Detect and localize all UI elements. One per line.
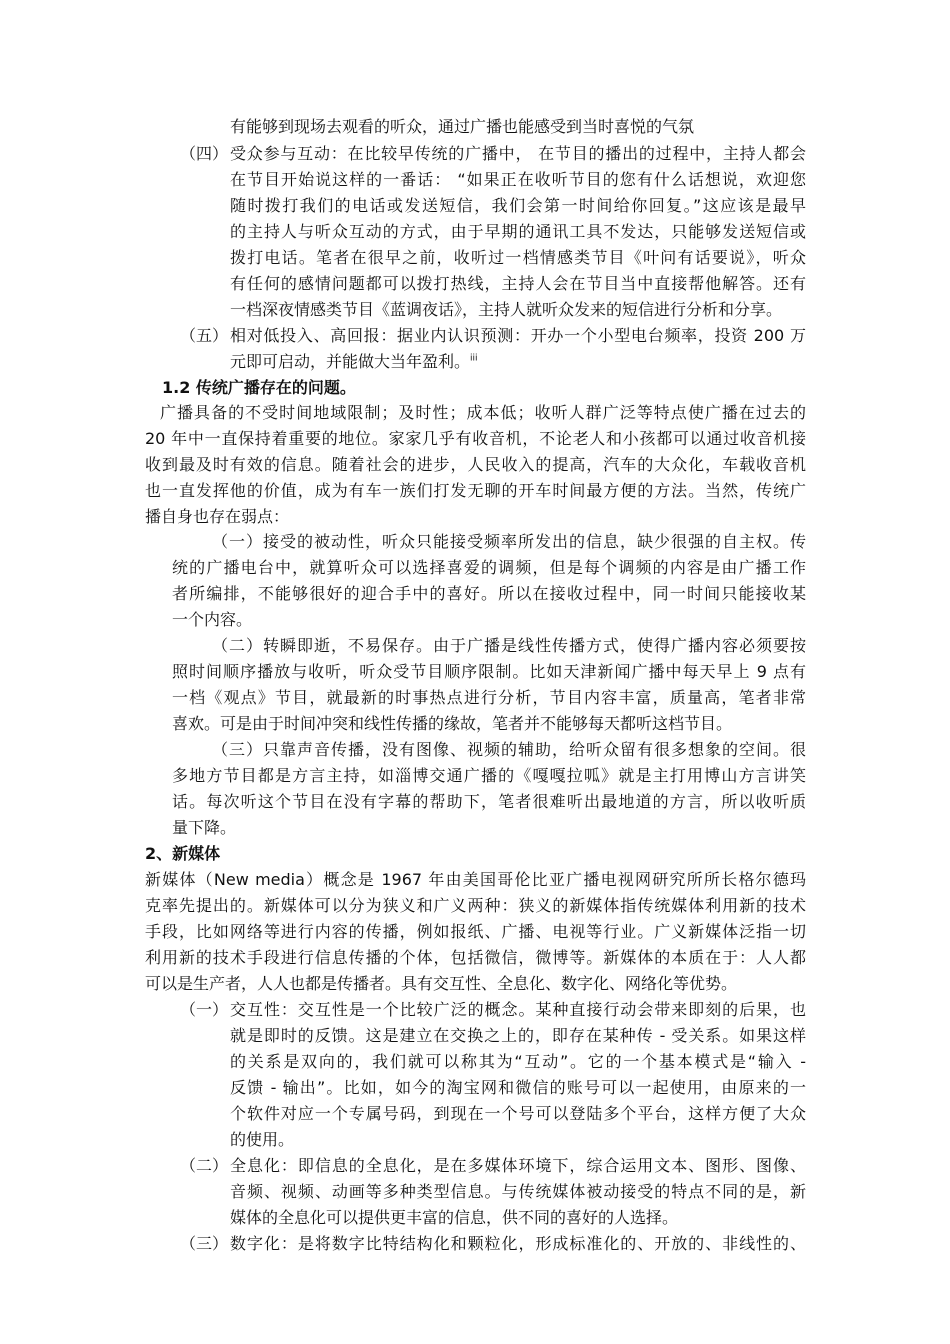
section-1-2-intro-line: 20 年中一直保持着重要的地位。家家几乎有收音机，不论老人和小孩都可以通过收音机接 [145,429,806,448]
section-1-2-para-3-line: 话。每次听这个节目在没有字幕的帮助下，笔者很难听出最地道的方言，所以收听质 [172,792,806,811]
section-1-2-para-2-line: （二）转瞬即逝，不易保存。由于广播是线性传播方式，使得广播内容必须要按 [212,636,806,655]
section-2-intro-line: 利用新的技术手段进行信息传播的个体，包括微信，微博等。新媒体的本质在于：人人都 [145,948,806,967]
section-heading-2: 2、新媒体 [145,844,221,863]
item-4-line: 有任何的感情问题都可以拨打热线，主持人会在节目当中直接帮他解答。还有 [230,274,806,293]
section-1-2-para-1-line: 统的广播电台中，就算听众可以选择喜爱的调频，但是每个调频的内容是由广播工作 [172,558,806,577]
section-1-2-para-2-line: 喜欢。可是由于时间冲突和线性传播的缘故，笔者并不能够每天都听这档节目。 [172,714,733,733]
section-1-2-para-2-line: 照时间顺序播放与收听，听众受节目顺序限制。比如天津新闻广播中每天早上 9 点有 [172,662,806,681]
section-1-2-para-3-line: 量下降。 [172,818,237,837]
section-2-item-number-2: （二） [180,1156,229,1175]
section-1-2-intro-line: 收到最及时有效的信息。随着社会的进步，人民收入的提高，汽车的大众化，车载收音机 [145,455,806,474]
section-2-item-number-3: （三） [180,1234,229,1253]
section-2-item-number-1: （一） [180,1000,229,1019]
section-2-intro-line: 手段，比如网络等进行内容的传播，例如报纸、广播、电视等行业。广义新媒体泛指一切 [145,922,806,941]
section-2-item-3-line: 数字化：是将数字比特结构化和颗粒化，形成标准化的、开放的、非线性的、 [230,1234,806,1253]
item-4-line: 随时拨打我们的电话或发送短信，我们会第一时间给你回复。”这应该是最早 [230,196,806,215]
section-2-item-1-line: 交互性：交互性是一个比较广泛的概念。某种直接行动会带来即刻的后果，也 [230,1000,806,1019]
section-1-2-para-1-line: 一个内容。 [172,610,253,629]
section-1-2-intro-line: 播自身也存在弱点： [145,507,290,526]
item-5-line [230,350,478,374]
item-4-line: 拨打电话。笔者在很早之前，收听过一档情感类节目《叶问有话要说》，听众 [230,248,806,267]
item-4-line: 一档深夜情感类节目《蓝调夜话》，主持人就听众发来的短信进行分析和分享。 [230,300,783,319]
section-1-2-para-2-line: 一档《观点》节目，就最新的时事热点进行分析，节目内容丰富，质量高，笔者非常 [172,688,806,707]
section-1-2-para-1-line: 者所编排，不能够很好的迎合手中的喜好。所以在接收过程中，同一时间只能接收某 [172,584,806,603]
section-1-2-para-3-line: （三）只靠声音传播，没有图像、视频的辅助，给听众留有很多想象的空间。很 [212,740,806,759]
item-number-4: （四） [180,144,229,163]
continuation-line: 有能够到现场去观看的听众，通过广播也能感受到当时喜悦的气氛 [230,117,695,136]
section-2-item-1-line: 个软件对应一个专属号码，到现在一个号可以登陆多个平台，这样方便了大众 [230,1104,806,1123]
item-5-line: 相对低投入、高回报：据业内认识预测：开办一个小型电台频率，投资 200 万 [230,326,806,345]
section-2-intro-line: 可以是生产者，人人也都是传播者。具有交互性、全息化、数字化、网络化等优势。 [145,974,738,993]
section-2-intro-line: 新媒体（New media）概念是 1967 年由美国哥伦比亚广播电视网研究所所长格尔德玛 [145,870,806,889]
section-1-2-intro-line: 也一直发挥他的价值，成为有车一族们打发无聊的开车时间最方便的方法。当然，传统广 [145,481,806,500]
section-2-item-1-line: 反馈 - 输出”。比如，如今的淘宝网和微信的账号可以一起使用，由原来的一 [230,1078,806,1097]
section-1-2-para-1-line: （一）接受的被动性，听众只能接受频率所发出的信息，缺少很强的自主权。传 [212,532,806,551]
section-heading-1-2: 1.2 传统广播存在的问题。 [162,378,356,397]
footnote-marker: iii [470,353,478,364]
section-2-item-2-line: 音频、视频、动画等多种类型信息。与传统媒体被动接受的特点不同的是，新 [230,1182,806,1201]
section-2-item-1-line: 的使用。 [230,1130,295,1149]
section-1-2-para-3-line: 多地方节目都是方言主持，如淄博交通广播的《嘎嘎拉呱》就是主打用博山方言讲笑 [172,766,806,785]
section-2-item-2-line: 全息化：即信息的全息化，是在多媒体环境下，综合运用文本、图形、图像、 [230,1156,806,1175]
item-4-line: 的主持人与听众互动的方式，由于早期的通讯工具不发达，只能够发送短信或 [230,222,806,241]
section-2-item-2-line: 媒体的全息化可以提供更丰富的信息，供不同的喜好的人选择。 [230,1208,679,1227]
item-4-line: 受众参与互动：在比较早传统的广播中， 在节目的播出的过程中，主持人都会 [230,144,806,163]
section-2-item-1-line: 就是即时的反馈。这是建立在交换之上的，即存在某种传 - 受关系。如果这样 [230,1026,806,1045]
section-2-intro-line: 克率先提出的。新媒体可以分为狭义和广义两种：狭义的新媒体指传统媒体利用新的技术 [145,896,806,915]
item-number-5: （五） [180,326,229,345]
item-4-line: 在节目开始说这样的一番话： “如果正在收听节目的您有什么话想说，欢迎您 [230,170,806,189]
item-5-line-text: 元即可启动，并能做大当年盈利。 [230,352,471,371]
section-1-2-intro-line: 广播具备的不受时间地域限制；及时性；成本低；收听人群广泛等特点使广播在过去的 [160,403,806,422]
section-2-item-1-line: 的关系是双向的，我们就可以称其为“互动”。它的一个基本模式是“输入 - [230,1052,806,1071]
